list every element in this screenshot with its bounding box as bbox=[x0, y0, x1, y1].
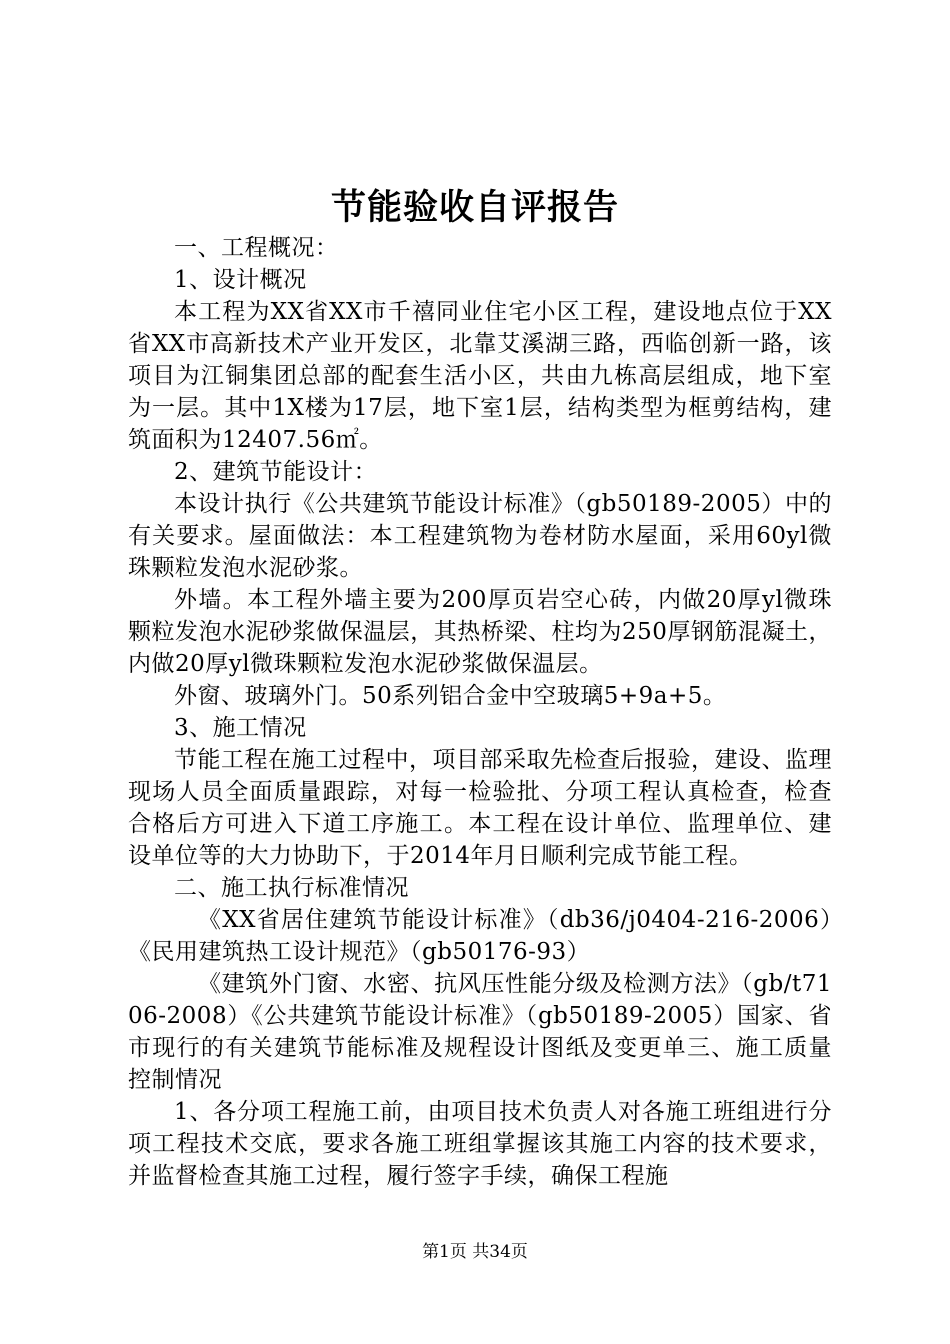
paragraph-project-description: 本工程为XX省XX市千禧同业住宅小区工程，建设地点位于XX省XX市高新技术产业开发区，北靠艾溪湖三路，西临创新一路，该项目为江铜集团总部的配套生活小区，共由九栋高层组成，地下室为一层。其中1X楼为17层，地下室1层，结构类型为框剪结构，建筑面积为12407.56㎡。 bbox=[128, 299, 832, 453]
paragraph-standards-1: 《XX省居住建筑节能设计标准》（db36/j0404-216-2006）《民用建筑热工设计规范》（gb50176-93） bbox=[128, 907, 832, 965]
subsection-heading-construction: 3、施工情况 bbox=[174, 715, 307, 741]
document-title: 节能验收自评报告 bbox=[330, 187, 619, 228]
page-footer: 第1页 共34页 bbox=[422, 1242, 528, 1262]
subsection-heading-design: 1、设计概况 bbox=[174, 267, 307, 293]
document-body bbox=[128, 232, 832, 1192]
paragraph-construction-process: 节能工程在施工过程中，项目部采取先检查后报验，建设、监理现场人员全面质量跟踪，对每一检验批、分项工程认真检查，检查合格后方可进入下道工序施工。本工程在设计单位、监理单位、建设单位等的大力协助下，于2014年月日顺利完成节能工程。 bbox=[128, 747, 832, 869]
paragraph-quality-control-1: 1、各分项工程施工前，由项目技术负责人对各施工班组进行分项工程技术交底，要求各施工班组掌握该其施工内容的技术要求，并监督检查其施工过程，履行签字手续，确保工程施 bbox=[128, 1099, 832, 1189]
subsection-heading-energy-design: 2、建筑节能设计： bbox=[174, 459, 378, 485]
paragraph-standards-2: 《建筑外门窗、水密、抗风压性能分级及检测方法》（gb/t7106-2008）《公共建筑节能设计标准》（gb50189-2005）国家、省市现行的有关建筑节能标准及规程设计图纸及变更单三、施工质量控制情况 bbox=[128, 971, 832, 1093]
section-heading-overview: 一、工程概况： bbox=[174, 235, 339, 261]
paragraph-exterior-wall: 外墙。本工程外墙主要为200厚页岩空心砖，内做20厚yl微珠颗粒发泡水泥砂浆做保温层，其热桥梁、柱均为250厚钢筋混凝土，内做20厚yl微珠颗粒发泡水泥砂浆做保温层。 bbox=[128, 587, 832, 677]
paragraph-exterior-window: 外窗、玻璃外门。50系列铝合金中空玻璃5+9a+5。 bbox=[174, 683, 727, 709]
paragraph-roof-design: 本设计执行《公共建筑节能设计标准》（gb50189-2005）中的有关要求。屋面做法：本工程建筑物为卷材防水屋面，采用60yl微珠颗粒发泡水泥砂浆。 bbox=[128, 491, 832, 581]
section-heading-standards: 二、施工执行标准情况 bbox=[174, 875, 409, 901]
